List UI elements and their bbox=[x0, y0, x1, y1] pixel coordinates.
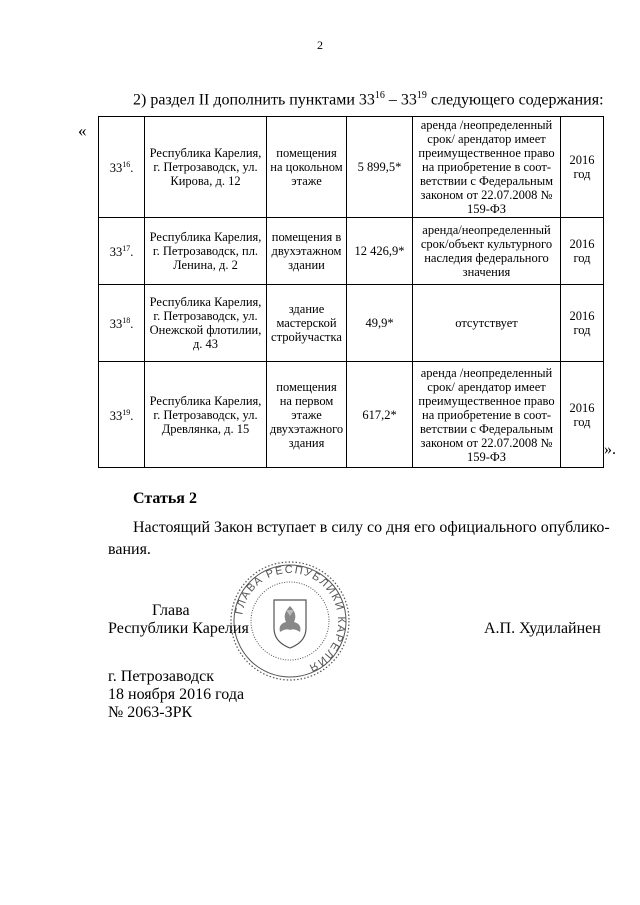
object-cell: помещения в двухэтажном здании bbox=[267, 218, 347, 285]
article-text-line2: вания. bbox=[108, 541, 151, 558]
year-cell: 2016 год bbox=[561, 218, 604, 285]
signatory-title: Глава bbox=[152, 602, 190, 619]
area-cell: 5 899,5* bbox=[347, 117, 413, 218]
row-number: $33^{18}$. bbox=[99, 285, 145, 362]
address-cell: Республика Карелия, г. Петрозаводск, ул. Древлянка, д. 15 bbox=[145, 362, 267, 468]
place-and-date bbox=[108, 668, 244, 722]
encumbrance-cell: аренда /неопределенный срок/ арендатор имеет преимущественное право на приобретение в соот-ветствии с Федеральным законом от 22.07.2008 № 159-ФЗ bbox=[413, 117, 561, 218]
signatory-name: А.П. Худилайнен bbox=[484, 620, 601, 637]
table-row bbox=[99, 285, 604, 362]
encumbrance-cell: аренда/неопределенный срок/объект культурного наследия федерального значения bbox=[413, 218, 561, 285]
page-number: 2 bbox=[317, 38, 323, 52]
object-cell: помещения на первом этаже двухэтажного здания bbox=[267, 362, 347, 468]
opening-quote: « bbox=[78, 121, 87, 140]
svg-text:ГЛАВА РЕСПУБЛИКИ КАРЕЛИЯ: ГЛАВА РЕСПУБЛИКИ КАРЕЛИЯ bbox=[233, 563, 348, 675]
law-number: № 2063-ЗРК bbox=[108, 704, 193, 721]
address-cell: Республика Карелия, г. Петрозаводск, ул. Онежской флотилии, д. 43 bbox=[145, 285, 267, 362]
encumbrance-cell: отсутствует bbox=[413, 285, 561, 362]
intro-dash: – 33 bbox=[384, 91, 417, 109]
year-cell: 2016 год bbox=[561, 117, 604, 218]
intro-sup-2: 19 bbox=[416, 90, 427, 101]
row-number: $33^{19}$. bbox=[99, 362, 145, 468]
city: г. Петрозаводск bbox=[108, 668, 215, 685]
intro-text bbox=[133, 90, 604, 109]
article-title: Статья 2 bbox=[133, 490, 197, 507]
object-cell: помещения на цокольном этаже bbox=[267, 117, 347, 218]
area-cell: 49,9* bbox=[347, 285, 413, 362]
encumbrance-cell: аренда /неопределенный срок/ арендатор имеет преимущественное право на приобретение в соот-ветствии с Федеральным законом от 22.07.2008 № 159-ФЗ bbox=[413, 362, 561, 468]
year-cell: 2016 год bbox=[561, 362, 604, 468]
closing-quote: ». bbox=[604, 441, 616, 458]
table-row bbox=[99, 117, 604, 218]
area-cell: 617,2* bbox=[347, 362, 413, 468]
area-cell: 12 426,9* bbox=[347, 218, 413, 285]
object-cell: здание мастерской стройучастка bbox=[267, 285, 347, 362]
year-cell: 2016 год bbox=[561, 285, 604, 362]
table-row bbox=[99, 362, 604, 468]
intro-text-after: следующего содержания: bbox=[426, 91, 604, 109]
address-cell: Республика Карелия, г. Петрозаводск, пл. Ленина, д. 2 bbox=[145, 218, 267, 285]
signatory-title-line2: Республики Карелия bbox=[108, 620, 249, 637]
property-table bbox=[98, 116, 604, 468]
row-number: $33^{16}$. bbox=[99, 117, 145, 218]
row-number: $33^{17}$. bbox=[99, 218, 145, 285]
intro-text-before: 2) раздел II дополнить пунктами 33 bbox=[133, 91, 375, 109]
article-text-line1: Настоящий Закон вступает в силу со дня его официального опублико- bbox=[133, 519, 610, 536]
table-row bbox=[99, 218, 604, 285]
intro-sup-1: 16 bbox=[374, 90, 385, 101]
date: 18 ноября 2016 года bbox=[108, 686, 245, 703]
address-cell: Республика Карелия, г. Петрозаводск, ул. Кирова, д. 12 bbox=[145, 117, 267, 218]
